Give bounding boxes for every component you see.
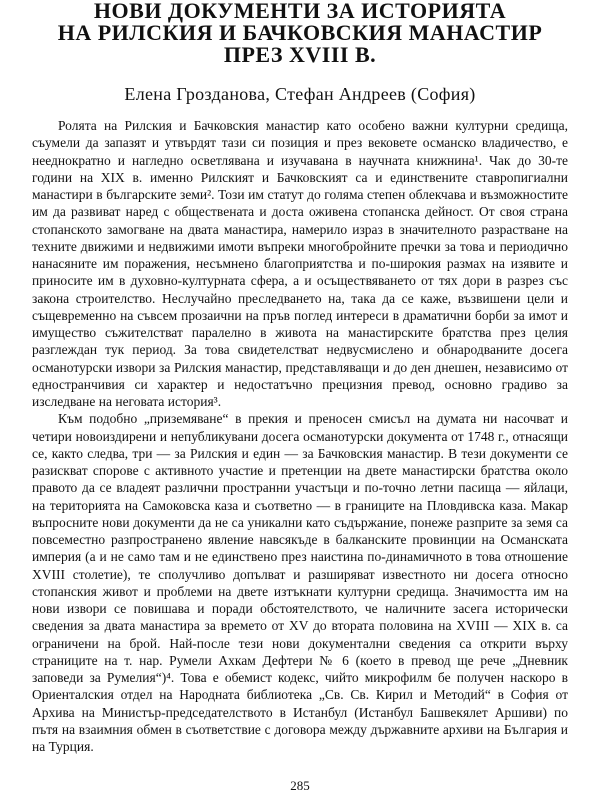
title-line: НОВИ ДОКУМЕНТИ ЗА ИСТОРИЯТА <box>93 0 507 23</box>
article-authors: Елена Грозданова, Стефан Андреев (София) <box>124 84 476 104</box>
title-line: НА РИЛСКИЯ И БАЧКОВСКИЯ МАНАСТИР <box>57 20 543 45</box>
title-line: ПРЕЗ XVIII В. <box>223 42 377 67</box>
paragraph: Към подобно „приземяване“ в прекия и преносен смисъл на думата ни насочват и четири новоиздирени и непубликувани досега османотурски документа от 1748 г., отнасящи се, както следва, три — за Рилския и един — за Бачковския манастир. В тези документи се разискват спорове с активното участие и претенции на двете манастирски братства около правото да се владеят различни пространни участъци и по-точно летни пасища — яйлаци, на територията на Самоковска каза и съответно — в границите на Пловдивска каза. Макар въпросните нови документи да не са уникални като съдържание, понеже разприте за земя са повсеместно разпространено явление навсякъде в балканските провинции на Османската империя (а и не само там и не единствено през наистина по-динамичното в това отношение XVIII столетие), те сполучливо допълват и разширяват известното ни досега относно стопанския живот и проблеми на двете изтъкнати културни средища. Значимостта им на нови извори се повишава и поради обстоятелството, че наличните засега исторически сведения за двата манастира за времето от XV до втората половина на XVIII — XIX в. са ограничени на брой. Най-после тези нови документални сведения са открити върху страниците на т. нар. Румели Ахкам Дефтери № 6 (което в превод ще рече „Дневник заповеди за Румелия“)⁴. Това е обемист кодекс, чийто микрофилм бе получен наскоро в Ориенталския отдел на Народната библиотека „Св. Св. Кирил и Методий“ в София от Архива на Министър-председателството в Истанбул (Истанбул Башвекялет Аршиви) по пътя на взаимния обмен в съответствие с договора между държавните архиви на България и на Турция. <box>32 411 568 754</box>
paragraph: Ролята на Рилския и Бачковския манастир като особено важни културни средища, съумели да запазят и утвърдят тази си позиция и през вековете османско владичество, е нееднократно и нагледно осветлявана и изучавана в научната книжнина¹. Чак до 30-те години на XIX в. именно Рилският и Бачковският са и единствените ставропигиални манастири в българските земи². Този им статут до голяма степен облекчава и възможностите им да развиват наред с обществената и доста оживена стопанска дейност. От своя страна стопанското замогване на двата манастира, намерило израз в значителното разрастване на техните движими и недвижими имоти въпреки многобройните пречки за това и периодично нанасяните им поражения, несъмнено благоприятства и по-широкия размах на изявите и приносите им в духовно-културната сфера, а и осъществяването от тях дори в разрез със закона строителство. Неслучайно преследването на, така да се каже, възвишени цели и същевременно на съвсем прозаични на пръв поглед интереси в драматични борби за имот и имущество съжителстват паралелно в живота на манастирските братства през целия разглеждан тук период. За това свидетелстват недвусмислено и обнародваните досега османотурски извори за Рилския манастир, представляващи и до ден днешен, независимо от едностранчивия си характер и недостатъчно прецизния превод, основно градиво за изследване на неговата история³. <box>32 118 568 409</box>
article-body <box>32 117 568 755</box>
page-number: 285 <box>290 778 310 793</box>
article-title <box>32 0 568 66</box>
